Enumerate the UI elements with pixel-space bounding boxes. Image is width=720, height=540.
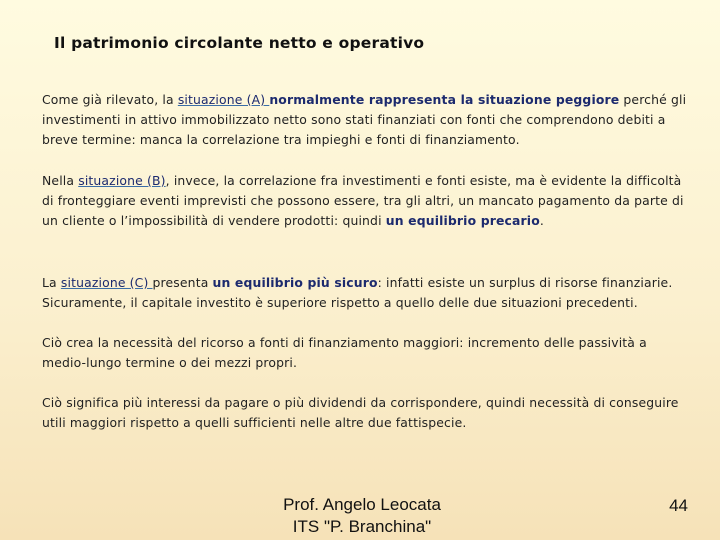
footer-school: ITS "P. Branchina" bbox=[292, 517, 432, 536]
p3-text-3: : infatti esiste un surplus di risorse finanziarie. Sicuramente, il capitale investito è superiore rispetto a quello delle due situazioni precedenti. bbox=[42, 275, 673, 310]
paragraph-situazione-b bbox=[42, 171, 692, 231]
link-situazione-c[interactable]: situazione (C) bbox=[60, 275, 153, 290]
footer-author: Prof. Angelo Leocata bbox=[283, 495, 441, 514]
p3-highlight: un equilibrio più sicuro bbox=[212, 275, 378, 290]
footer-credits bbox=[272, 494, 452, 538]
p3-text-1: La bbox=[42, 275, 61, 290]
paragraph-situazione-a bbox=[42, 90, 692, 150]
page-number: 44 bbox=[669, 496, 688, 515]
p1-text-2: perché gli investimenti in attivo immobilizzato netto sono stati finanziati con fonti che comprendono debiti a breve termine: manca la correlazione tra impieghi e fonti di finanziamento. bbox=[42, 92, 687, 147]
p3-text-2: presenta bbox=[152, 275, 213, 290]
p2-highlight: un equilibrio precario bbox=[385, 213, 540, 228]
paragraph-situazione-c bbox=[42, 273, 692, 313]
p2-text-2: , invece, la correlazione fra investimenti e fonti esiste, ma è evidente la difficoltà di fronteggiare eventi imprevisti che possono essere, tra gli altri, un mancato pagamento da parte di un cliente o l’impossibilità di vendere prodotti: quindi bbox=[42, 173, 684, 228]
paragraph-interessi: Ciò significa più interessi da pagare o più dividendi da corrispondere, quindi necessità di conseguire utili maggiori rispetto a quelli sufficienti nelle altre due fattispecie. bbox=[42, 395, 679, 430]
link-situazione-a[interactable]: situazione (A) bbox=[177, 92, 270, 107]
link-situazione-b[interactable]: situazione (B) bbox=[78, 173, 166, 188]
p2-text-3: . bbox=[539, 213, 544, 228]
p2-text-1: Nella bbox=[42, 173, 79, 188]
paragraph-necessita: Ciò crea la necessità del ricorso a fonti di finanziamento maggiori: incremento delle passività a medio-lungo termine o dei mezzi propri. bbox=[42, 335, 647, 370]
p1-text-1: Come già rilevato, la bbox=[42, 92, 178, 107]
slide-title: Il patrimonio circolante netto e operativo bbox=[54, 34, 425, 52]
p1-highlight: normalmente rappresenta la situazione peggiore bbox=[269, 92, 620, 107]
